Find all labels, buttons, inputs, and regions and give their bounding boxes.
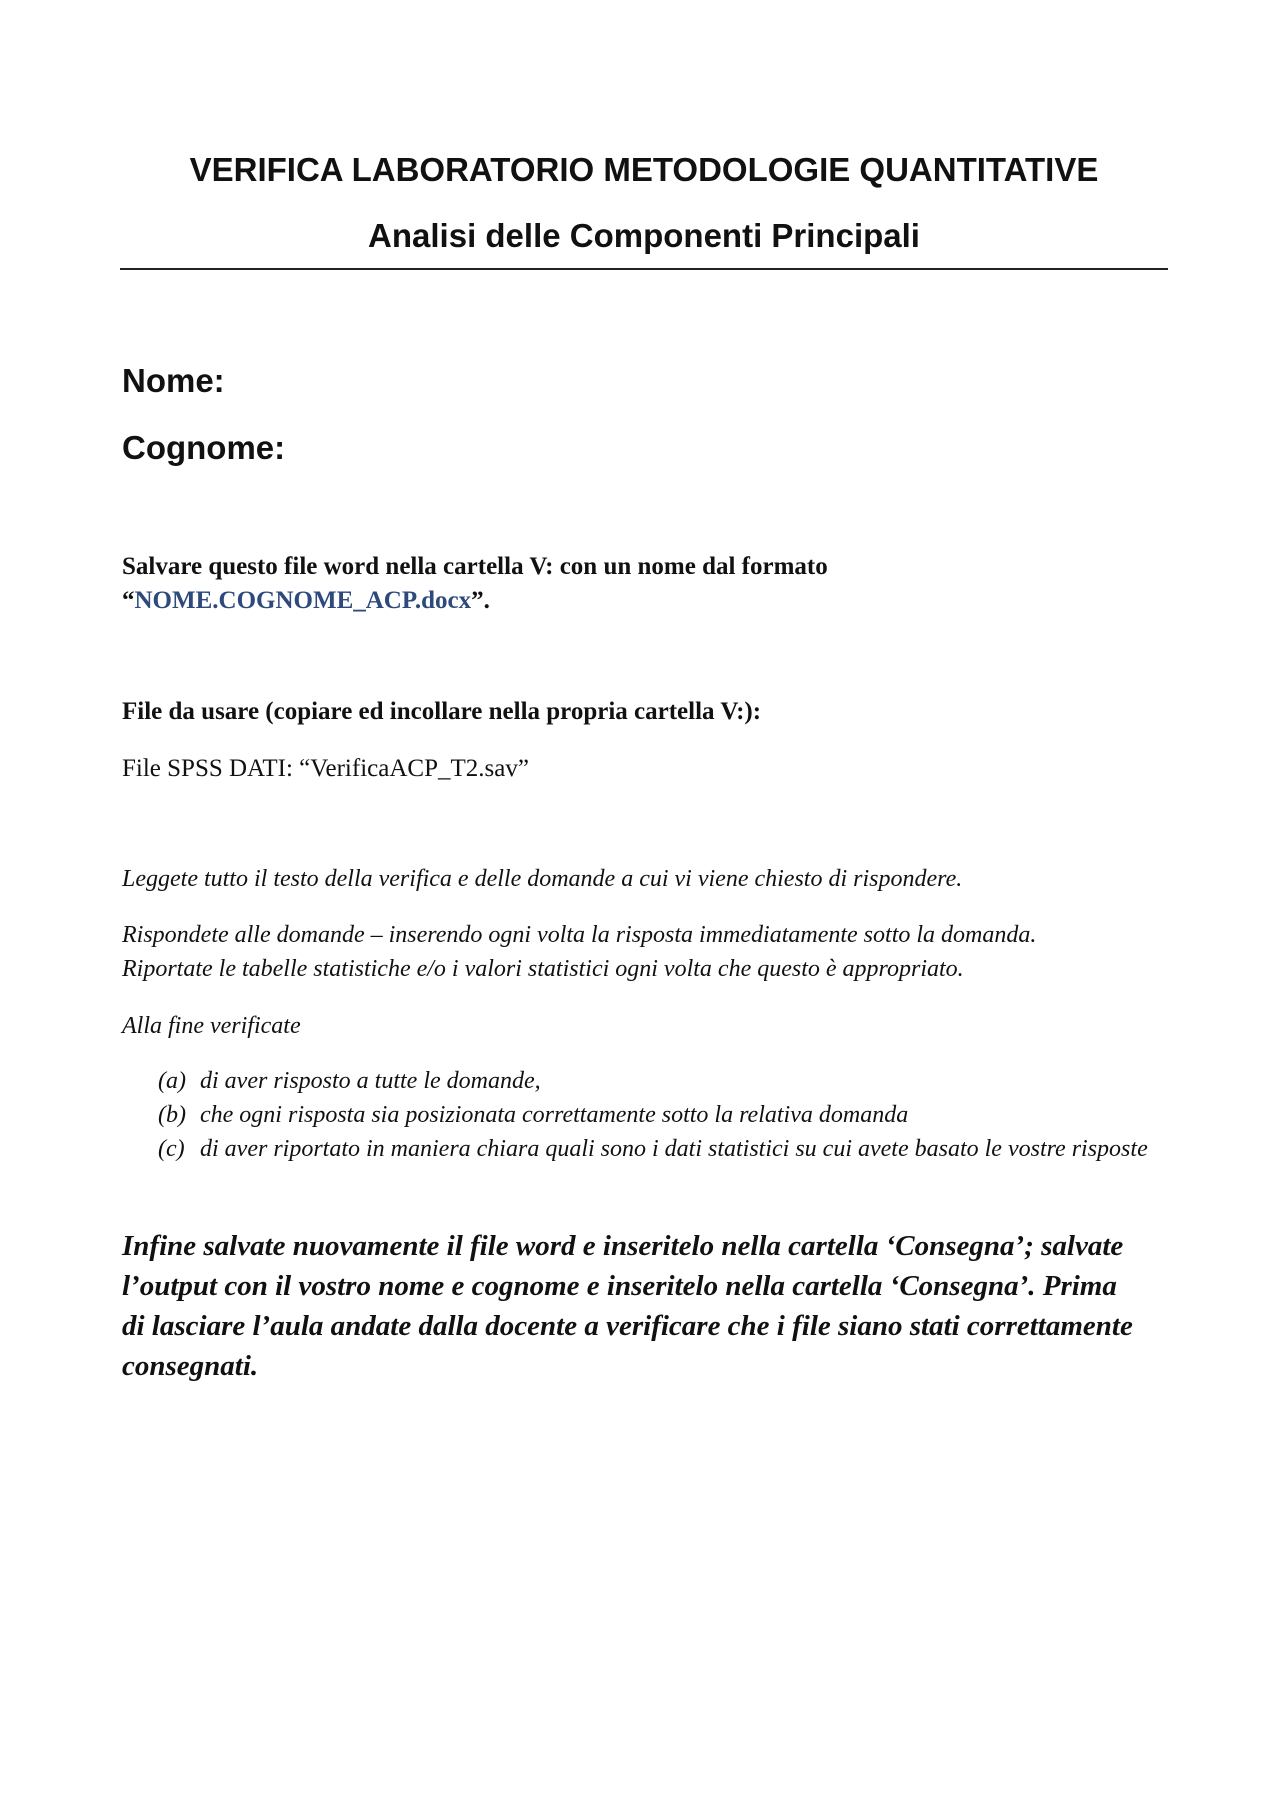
read-all-instruction: Leggete tutto il testo della verifica e delle domande a cui vi viene chiesto di rispondere.: [122, 866, 963, 892]
header-divider: [120, 268, 1168, 270]
cognome-field-label: Cognome:: [122, 429, 286, 466]
final-submission-note: Infine salvate nuovamente il file word e inseritelo nella cartella ‘Consegna’; salvate l’output con il vostro nome e cognome e inseritelo nella cartella ‘Consegna’. Prima di lasciare l’aula andate dalla docente a verificare che i file siano stati correttamente consegnati.: [122, 1230, 1133, 1382]
files-heading: File da usare (copiare ed incollare nella propria cartella V:):: [122, 698, 762, 725]
checklist-item: [158, 1064, 1158, 1098]
checklist-text: di aver risposto a tutte le domande,: [200, 1068, 541, 1094]
check-intro: Alla fine verificate: [122, 1013, 301, 1039]
checklist-marker: (c): [158, 1136, 185, 1162]
save-instructions-text: Salvare questo file word nella cartella V: con un nome dal formato: [122, 553, 828, 580]
nome-field-label: Nome:: [122, 362, 225, 399]
document-header: [120, 150, 1168, 256]
close-quote: ”.: [471, 587, 490, 614]
checklist-item: [158, 1098, 1158, 1132]
checklist-marker: (a): [158, 1068, 186, 1094]
checklist-item: [158, 1132, 1158, 1166]
final-checklist: [158, 1064, 1158, 1166]
open-quote: “: [122, 587, 135, 614]
checklist-text: che ogni risposta sia posizionata correttamente sotto la relativa domanda: [200, 1102, 909, 1128]
answer-instructions: [122, 918, 1172, 986]
spss-data-file: File SPSS DATI: “VerificaACP_T2.sav”: [122, 755, 529, 782]
answer-instruction-line-2: Riportate le tabelle statistiche e/o i valori statistici ogni volta che questo è appropriato.: [122, 956, 964, 982]
save-instructions: [122, 550, 1172, 618]
document-title: VERIFICA LABORATORIO METODOLOGIE QUANTITATIVE: [189, 151, 1099, 188]
checklist-text: di aver riportato in maniera chiara quali sono i dati statistici su cui avete basato le vostre risposte: [200, 1136, 1148, 1162]
filename-format: NOME.COGNOME_ACP.docx: [134, 587, 472, 614]
answer-instruction-line-1: Rispondete alle domande – inserendo ogni volta la risposta immediatamente sotto la domanda.: [122, 922, 1037, 948]
checklist-marker: (b): [158, 1102, 186, 1128]
document-subtitle: Analisi delle Componenti Principali: [368, 217, 920, 254]
